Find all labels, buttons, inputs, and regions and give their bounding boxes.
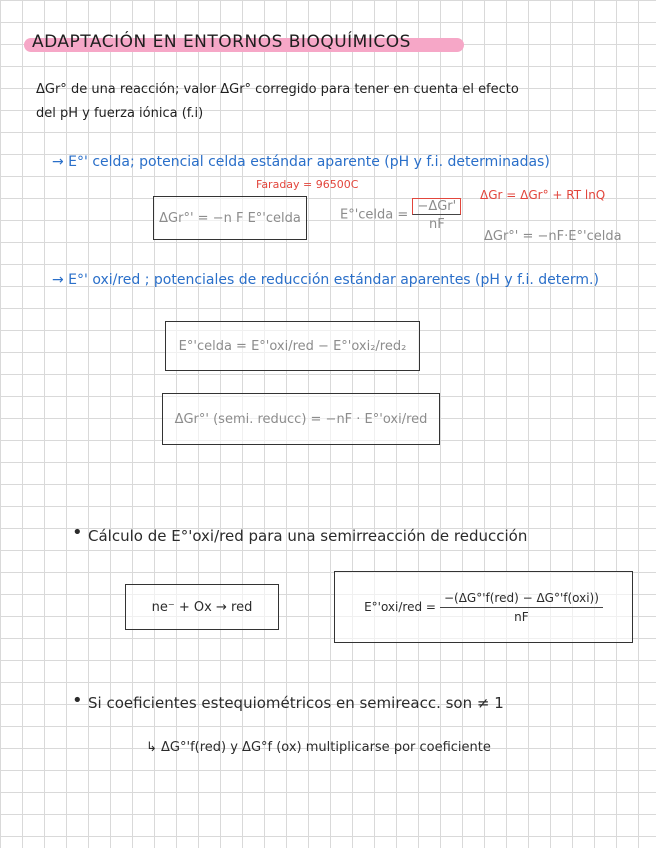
definition-line-2: del pH y fuerza iónica (f.i): [36, 106, 204, 121]
ecelda-formula: [340, 198, 461, 232]
ecelda-fraction: [412, 198, 461, 232]
eoxired-left: E°'oxi/red =: [364, 600, 436, 614]
reaction: ne⁻ + Ox → red: [151, 599, 253, 615]
eoxired-box: [334, 571, 633, 643]
gibbs-formula-box: [153, 196, 307, 240]
reaction-box: [125, 584, 279, 630]
ecelda-box: [165, 321, 420, 371]
ecelda-difference: E°'celda = E°'oxi/red − E°'oxi₂/red₂: [178, 338, 407, 354]
faraday-annotation: Faraday = 96500C: [256, 178, 359, 191]
ecelda-denominator: nF: [428, 217, 445, 232]
eoxired-fraction: [440, 591, 603, 624]
ecelda-left: E°'celda =: [340, 207, 409, 223]
eoxired-numerator: −(ΔG°'f(red) − ΔG°'f(oxi)): [440, 591, 603, 608]
bullet-1: •: [72, 522, 83, 543]
section2-heading: → E°' oxi/red ; potenciales de reducción estándar aparentes (pH y f.i. determ.): [52, 272, 599, 288]
definition-line-1: ΔGr° de una reacción; valor ΔGr° corregido para tener en cuenta el efecto: [36, 82, 519, 97]
eoxired-denominator: nF: [514, 609, 529, 624]
bullet-2: •: [72, 690, 83, 711]
section1-heading: → E°' celda; potencial celda estándar aparente (pH y f.i. determinadas): [52, 154, 550, 170]
gibbs-formula-2: ΔGr°' = −nF·E°'celda: [484, 229, 622, 244]
semi-reduction-formula: ΔGr°' (semi. reducc) = −nF · E°'oxi/red: [174, 411, 428, 427]
ecelda-numerator: −ΔGr': [412, 198, 461, 215]
section4-heading: Si coeficientes estequiométricos en semireacc. son ≠ 1: [88, 694, 504, 712]
page-title: ADAPTACIÓN EN ENTORNOS BIOQUÍMICOS: [32, 32, 411, 52]
section3-heading: Cálculo de E°'oxi/red para una semirreacción de reducción: [88, 527, 528, 545]
semi-reduction-box: [162, 393, 440, 445]
section4-sub: ↳ ΔG°'f(red) y ΔG°f (ox) multiplicarse por coeficiente: [146, 740, 491, 755]
gibbs-formula: ΔGr°' = −n F E°'celda: [159, 210, 301, 226]
red-gibbs-formula: ΔGr = ΔGr° + RT lnQ: [480, 188, 606, 202]
